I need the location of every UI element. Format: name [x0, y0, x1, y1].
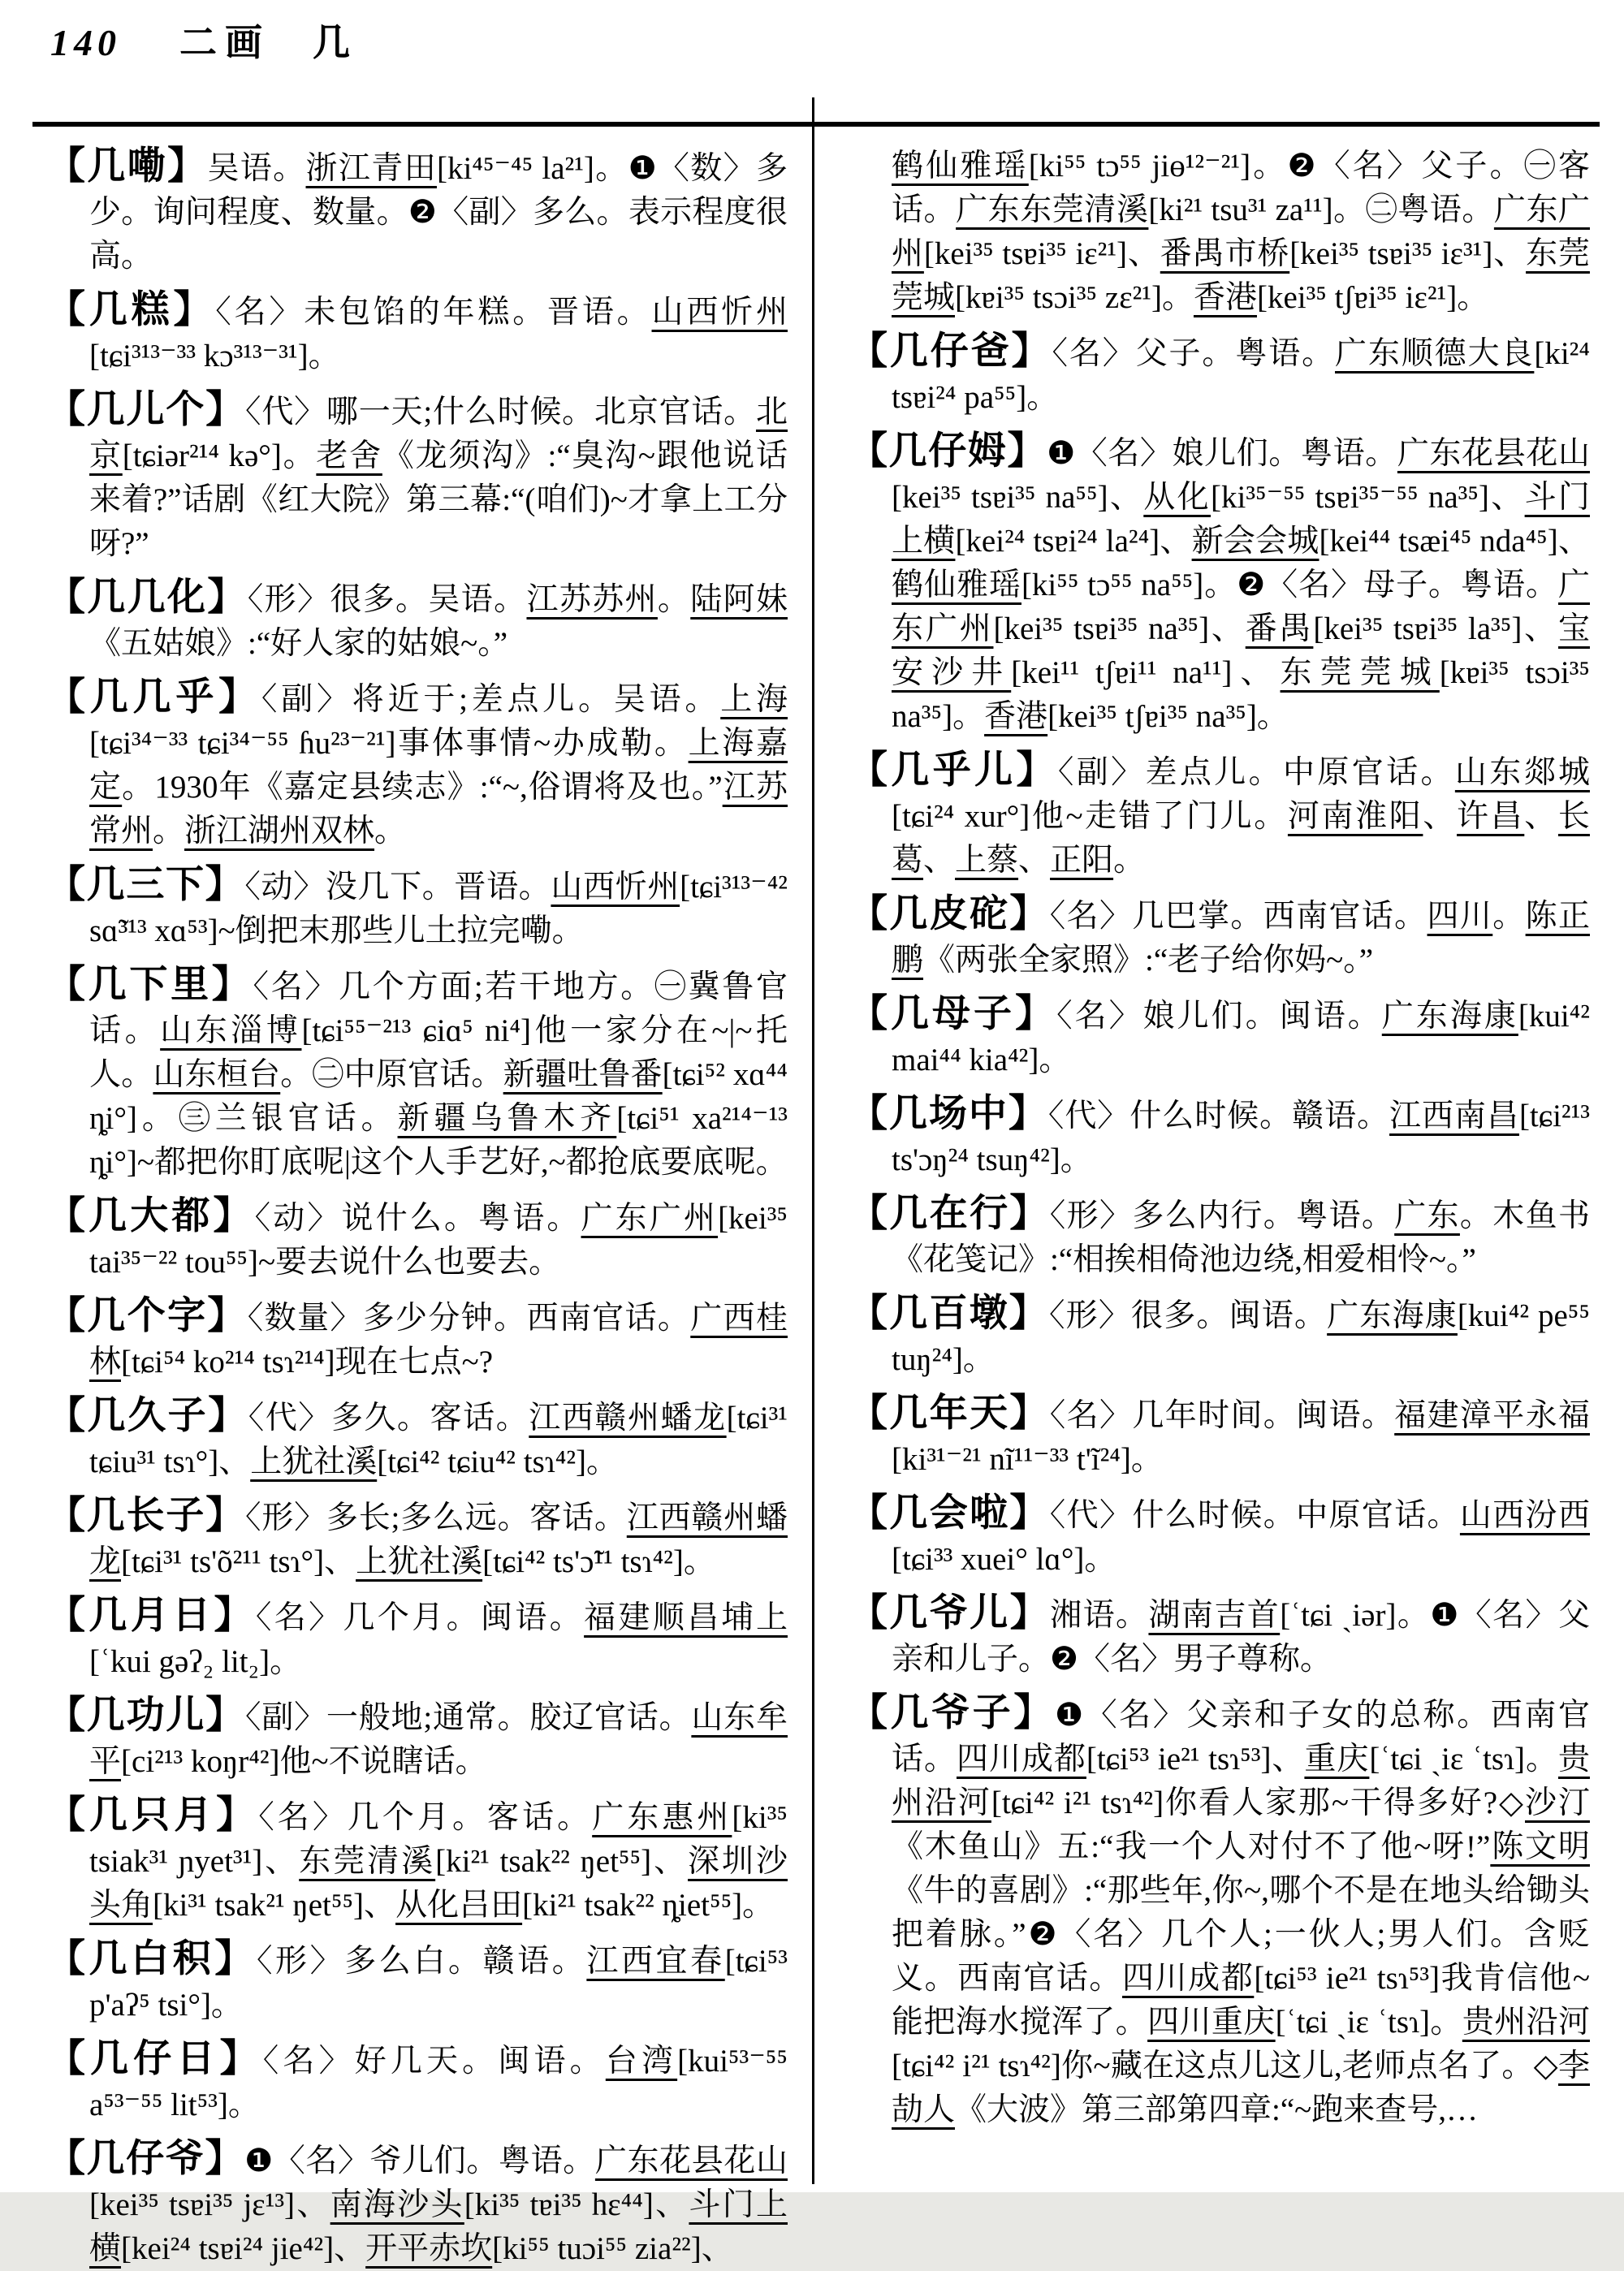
proper-noun-underlined: 山西忻州: [551, 870, 680, 905]
entry-headword: 【几仔爷】: [47, 2138, 245, 2180]
proper-noun-underlined: 陆阿妹: [690, 582, 788, 617]
entry-headword: 【几糕】: [47, 289, 216, 331]
entry-text: 〈代〉什么时候。中原官话。: [1049, 1498, 1460, 1533]
entry-text: [tɕi⁵⁴ ko²¹⁴ tsɿ²¹⁴]现在七点~?: [121, 1345, 494, 1379]
entry-text: [kui⁴² pe⁵⁵ tuŋ²⁴]。: [892, 1298, 1590, 1377]
proper-noun-underlined: 贵州沿河: [1462, 2005, 1590, 2040]
entry-text: [ʿtɕi ˏiɛ ʿtsɿ]。: [1369, 1742, 1558, 1777]
entry-text: [ki⁵⁵ tuɔi⁵⁵ zia²²]、: [492, 2231, 733, 2266]
proper-noun-underlined: 许昌: [1457, 799, 1525, 834]
proper-noun-underlined: 广东东莞清溪: [956, 192, 1149, 227]
entry-text: 。木鱼书《花笺记》:“相挨相倚池边绕,相爱相怜~。”: [892, 1198, 1590, 1277]
entry-text: [ki³⁵ tsiak³¹ ɲyet³¹]、: [89, 1800, 788, 1879]
entry-text: [tɕi⁵³ p'aʔ⁵ tsi°]。: [89, 1944, 788, 2023]
entry-text: [tɕi³¹³⁻³³ kɔ³¹³⁻³¹]。: [89, 339, 340, 373]
dictionary-entry: [47, 145, 788, 278]
entry-text: [tɕiər²¹⁴ kə°]。: [122, 438, 317, 473]
entry-text: 。: [153, 814, 185, 848]
entry-headword: 【几皮砣】: [849, 893, 1050, 935]
proper-noun-underlined: 山西汾西: [1459, 1498, 1590, 1533]
entry-text: 〈代〉哪一天;什么时候。北京官话。: [245, 395, 756, 430]
entry-text: 〈形〉很多。闽语。: [1048, 1298, 1328, 1333]
entry-text: [ʿtɕi ˏiɛ ʿtsɿ]。: [1275, 2005, 1462, 2040]
entry-headword: 【几功儿】: [47, 1695, 246, 1737]
entry-text: [tɕi⁴² ts'ɔ̃¹¹ tsɿ⁴²]。: [482, 1544, 715, 1579]
entry-headword: 【几嘞】: [47, 145, 208, 188]
proper-noun-underlined: 鹤仙雅瑶: [892, 149, 1029, 183]
proper-noun-underlined: 新疆乌鲁木齐: [397, 1101, 617, 1136]
entry-text: 《龙须沟》:“臭沟~跟他说话来着?”话剧《红大院》第三幕:“(咱们)~才拿上工分呀?”: [89, 438, 788, 561]
entry-text: [kei³⁵ tsɐi³⁵ iɛ³¹]、: [1289, 236, 1527, 271]
proper-noun-underlined: 重庆: [1304, 1742, 1370, 1777]
proper-noun-underlined: 福建顺昌埔上: [584, 1600, 788, 1635]
proper-noun-underlined: 河南淮阳: [1287, 799, 1423, 834]
entry-text: 吴语。: [207, 151, 306, 186]
entry-headword: 【几会啦】: [849, 1492, 1050, 1535]
dictionary-entry: [47, 1194, 788, 1284]
entry-text: 〈动〉没几下。晋语。: [244, 870, 551, 905]
proper-noun-underlined: 斗门上横: [892, 480, 1590, 559]
proper-noun-underlined: 广东海康: [1327, 1298, 1458, 1333]
entry-text: [kui⁴² mai⁴⁴ kia⁴²]。: [892, 999, 1590, 1077]
proper-noun-underlined: 北京: [89, 395, 788, 473]
entry-text: [tɕi²⁴ xur°]他~走错了门儿。: [892, 799, 1288, 834]
entry-text: 《五姑娘》:“好人家的姑娘~。”: [89, 626, 508, 661]
page-header: [50, 13, 350, 67]
entry-text: [ki³¹ tsak²¹ ŋet⁵⁵]、: [153, 1888, 396, 1923]
entry-text: [ki⁴⁵⁻⁴⁵ la²¹]。❶〈数〉多少。询问程度、数量。❷〈副〉多么。表示程度很高。: [89, 151, 788, 274]
dictionary-entry: [47, 963, 788, 1185]
entry-text: 〈形〉多长;多么远。客话。: [245, 1500, 627, 1535]
dictionary-entry: [849, 330, 1590, 420]
proper-noun-underlined: 上海: [720, 682, 788, 717]
proper-noun-underlined: 浙江湖州双林: [184, 814, 375, 848]
entry-text: [tɕi³¹ tɕiu³¹ tsɿ°]、: [89, 1401, 788, 1479]
entry-text: [kei³⁵ tsɐi³⁵ iɛ²¹]、: [923, 236, 1160, 271]
proper-noun-underlined: 四川成都: [956, 1742, 1086, 1777]
proper-noun-underlined: 李劼人: [892, 2049, 1590, 2127]
proper-noun-underlined: 上海嘉定: [89, 726, 788, 805]
entry-headword: 【几百墩】: [849, 1293, 1049, 1335]
entry-text: 《两张全家照》:“老子给你妈~。”: [923, 943, 1374, 978]
proper-noun-underlined: 上犹社溪: [250, 1444, 378, 1479]
page-number: 140: [50, 22, 121, 63]
entry-headword: 【几只月】: [47, 1794, 259, 1837]
proper-noun-underlined: 福建漳平永福: [1394, 1398, 1590, 1433]
entry-headword: 【几仔爸】: [849, 330, 1052, 373]
dictionary-entry: [47, 1794, 788, 1928]
entry-text: [kɐi³⁵ tsɔi³⁵ na³⁵]。: [892, 655, 1590, 734]
stroke-section-title: 二画: [179, 22, 270, 63]
dictionary-entry: [849, 992, 1590, 1082]
entry-text: [tɕi⁵³ ie²¹ tsɿ⁵³]我肯信他~能把海水搅浑了。: [892, 1961, 1590, 2040]
proper-noun-underlined: 从化: [1143, 480, 1211, 515]
dictionary-entry: [849, 1492, 1590, 1582]
proper-noun-underlined: 番禺市桥: [1160, 236, 1290, 271]
entry-text: 、: [1524, 799, 1558, 834]
entry-text: [kei¹¹ tʃɐi¹¹ na¹¹]、: [1011, 655, 1281, 690]
dictionary-entry: [47, 1494, 788, 1584]
dictionary-entry: [47, 2137, 788, 2271]
entry-text: 〈动〉说什么。粤语。: [254, 1201, 581, 1236]
proper-noun-underlined: 江苏常州: [89, 770, 788, 848]
entry-text: 《大波》第三部第四章:“~跑来查号,…: [955, 2092, 1479, 2127]
entry-text: [tɕi⁵² xɑ⁴⁴ ȵi°]。㊂兰银官话。: [89, 1057, 788, 1136]
entry-text: [kui⁵³⁻⁵⁵ a⁵³⁻⁵⁵ lit⁵³]。: [89, 2044, 788, 2122]
proper-noun-underlined: 江苏苏州: [526, 582, 658, 617]
dictionary-entry: [849, 1192, 1590, 1282]
entry-text: [ki⁵⁵ tɔ⁵⁵ na⁵⁵]。❷〈名〉母子。粤语。: [1021, 568, 1558, 602]
entry-text: 〈代〉多久。客话。: [248, 1401, 529, 1436]
entry-text: [kei³⁵ tsɐi³⁵ jɛ¹³]、: [89, 2187, 330, 2222]
entry-text: [tɕi³⁴⁻³³ tɕi³⁴⁻⁵⁵ ɦu²³⁻²¹]事体事情~办成勒。: [89, 726, 689, 761]
entry-text: [ki²¹ tsu³¹ za¹¹]。㊁粤语。: [1148, 192, 1494, 227]
proper-noun-underlined: 开平赤坎: [365, 2231, 493, 2266]
entry-headword: 【几仔姆】: [849, 430, 1047, 473]
dictionary-entry: [849, 1292, 1590, 1382]
entry-text: [kei³⁵ tsɐi³⁵ na³⁵]、: [993, 611, 1246, 646]
dictionary-entry: [47, 288, 788, 378]
proper-noun-underlined: 东莞莞城: [1280, 655, 1440, 690]
entry-headword: 【几场中】: [849, 1093, 1048, 1135]
entry-text: [kei⁴⁴ tsæi⁴⁵ nda⁴⁵]、: [1319, 524, 1590, 559]
entry-headword: 【几母子】: [849, 993, 1057, 1035]
proper-noun-underlined: 沙汀: [1525, 1785, 1590, 1820]
entry-text: 。: [657, 582, 691, 617]
entry-text: [ʿtɕi ˏiər]。❶〈名〉父亲和儿子。❷〈名〉男子尊称。: [892, 1598, 1590, 1677]
dictionary-entry: [47, 388, 788, 566]
proper-noun-underlined: 四川重庆: [1147, 2005, 1276, 2040]
entry-headword: 【几在行】: [849, 1193, 1050, 1235]
entry-headword: 【几仔日】: [47, 2038, 263, 2080]
dictionary-entry: [47, 1694, 788, 1784]
entry-text: [tɕi⁵¹ xa²¹⁴⁻¹³ ȵi°]~都把你盯底呢|这个人手艺好,~都抢底要底呢。: [89, 1101, 788, 1180]
proper-noun-underlined: 南海沙头: [330, 2187, 464, 2222]
entry-text: [tɕi³¹ ts'õ²¹¹ tsɿ°]、: [121, 1544, 356, 1579]
header-rule: [32, 122, 1600, 127]
proper-noun-underlined: 东莞清溪: [299, 1844, 436, 1879]
entry-text: 〈数量〉多少分钟。西南官话。: [247, 1301, 691, 1336]
entry-text: 〈名〉几年时间。闽语。: [1049, 1398, 1395, 1433]
entry-text: [ki²⁴ tsɐi²⁴ pa⁵⁵]。: [892, 336, 1590, 415]
entry-text: 。㊁中原官话。: [280, 1057, 503, 1092]
entry-text: [kei²⁴ tsɐi²⁴ jie⁴²]、: [121, 2231, 366, 2266]
entry-text: ❶〈名〉父亲和子女的总称。西南官话。: [892, 1698, 1591, 1777]
entry-headword: 【几久子】: [47, 1395, 248, 1437]
dictionary-entry: [849, 1092, 1590, 1182]
entry-text: 〈名〉娘儿们。闽语。: [1056, 999, 1382, 1034]
entry-headword: 【几几乎】: [47, 676, 261, 719]
proper-noun-underlined: 宝安沙井: [892, 611, 1590, 690]
entry-text: 〈名〉父子。粤语。: [1052, 336, 1335, 371]
proper-noun-underlined: 东莞莞城: [892, 236, 1590, 315]
proper-noun-underlined: 番禺: [1245, 611, 1314, 646]
proper-noun-underlined: 广东广州: [892, 192, 1590, 271]
entry-headword: 【几三下】: [47, 864, 245, 906]
entry-text: 〈名〉几巴掌。西南官话。: [1049, 899, 1427, 934]
entry-text: [ʿkui gəʔ₂ lit₂]。: [89, 1644, 302, 1679]
proper-noun-underlined: 香港: [984, 699, 1048, 734]
dictionary-entry: [47, 676, 788, 853]
proper-noun-underlined: 江西南昌: [1389, 1099, 1519, 1133]
entry-text: 〈副〉差点儿。中原官话。: [1057, 755, 1455, 790]
entry-text: [kei³⁵ tsɐi³⁵ na⁵⁵]、: [892, 480, 1144, 515]
dictionary-entry: [47, 1937, 788, 2027]
dictionary-entry: [849, 430, 1590, 739]
proper-noun-underlined: 新疆吐鲁番: [503, 1057, 663, 1092]
entry-text: [ki²¹ tsak²² ȵiet⁵⁵]。: [522, 1888, 775, 1923]
entry-headword: 【几大都】: [47, 1195, 255, 1237]
proper-noun-underlined: 香港: [1193, 280, 1257, 315]
entry-text: 《木鱼山》五:“我一个人对付不了他~呀!”: [892, 1829, 1491, 1864]
proper-noun-underlined: 山东郯城: [1454, 755, 1590, 790]
entry-text: 〈名〉几个月。闽语。: [255, 1600, 585, 1635]
entries-column-right: [849, 145, 1590, 2132]
entry-text: 。: [1113, 843, 1146, 878]
entry-text: [kɐi³⁵ tsɔi³⁵ zɛ²¹]。: [955, 280, 1194, 315]
proper-noun-underlined: 老舍: [316, 438, 382, 473]
proper-noun-underlined: 广东广州: [892, 568, 1590, 646]
entry-text: 、: [1018, 843, 1051, 878]
dictionary-entry: [47, 2037, 788, 2127]
proper-noun-underlined: 广东花县花山: [594, 2144, 788, 2178]
dictionary-entry: [47, 576, 788, 666]
entry-text: 、: [923, 843, 956, 878]
entry-text: 。: [1492, 899, 1526, 934]
dictionary-entry: [47, 1394, 788, 1484]
dictionary-entry: [849, 749, 1590, 883]
entry-text: [ci²¹³ koŋr⁴²]他~不说瞎话。: [121, 1744, 487, 1779]
entry-text: [tɕi²¹³ ts'ɔŋ²⁴ tsuŋ⁴²]。: [892, 1099, 1590, 1177]
entry-text: 、: [1423, 799, 1458, 834]
entry-text: 〈形〉多么白。赣语。: [256, 1944, 587, 1979]
proper-noun-underlined: 台湾: [605, 2044, 678, 2079]
proper-noun-underlined: 贵州沿河: [892, 1742, 1590, 1820]
entry-text: 〈副〉一般地;通常。胶辽官话。: [245, 1700, 692, 1735]
entry-headword: 【几长子】: [47, 1495, 246, 1537]
proper-noun-underlined: 江西赣州蟠龙: [529, 1401, 727, 1436]
entry-text: [tɕi⁵³ ie²¹ tsɿ⁵³]、: [1086, 1742, 1305, 1777]
entries-column-left: [47, 145, 788, 2271]
proper-noun-underlined: 山东牟平: [89, 1700, 788, 1779]
column-divider-rule: [812, 97, 814, 2184]
entry-headword: 【几个字】: [47, 1295, 248, 1337]
entry-text: [tɕi⁴² i²¹ tsɿ⁴²]你看人家那~干得多好?◇: [991, 1785, 1525, 1820]
proper-noun-underlined: 浙江青田: [305, 151, 437, 186]
entry-headword: 【几儿个】: [47, 389, 246, 431]
proper-noun-underlined: 江西宜春: [586, 1944, 725, 1979]
entry-text: [tɕi³¹³⁻⁴² sɑ̃³¹³ xɑ⁵³]~倒把末那些儿土拉完嘞。: [89, 870, 788, 948]
proper-noun-underlined: 山东淄博: [160, 1013, 302, 1048]
entry-headword: 【几爷儿】: [849, 1592, 1051, 1634]
entry-text: [kei³⁵ tai³⁵⁻²² tou⁵⁵]~要去说什么也要去。: [89, 1201, 788, 1280]
dictionary-entry: [849, 1591, 1590, 1682]
entry-text: [ki³¹⁻²¹ nĩ¹¹⁻³³ t'ĩ²⁴]。: [892, 1442, 1163, 1477]
proper-noun-underlined: 山东桓台: [153, 1057, 281, 1092]
entry-text: [kei²⁴ tsɐi²⁴ la²⁴]、: [955, 524, 1192, 559]
entry-text: [tɕi⁵⁵⁻²¹³ ɕiɑ⁵ ni⁴]他一家分在~|~托人。: [89, 1013, 788, 1092]
entry-text: 〈形〉多么内行。粤语。: [1049, 1198, 1395, 1233]
entry-text: 〈代〉什么时候。赣语。: [1047, 1099, 1390, 1133]
dictionary-entry: [849, 892, 1590, 982]
entry-text: 〈名〉未包馅的年糕。晋语。: [215, 295, 652, 330]
entry-text: [ki²¹ tsak²² ŋet⁵⁵]、: [435, 1844, 689, 1879]
proper-noun-underlined: 新会会城: [1191, 524, 1320, 559]
entry-text: [tɕi³³ xuei° lɑ°]。: [892, 1542, 1116, 1577]
entry-text: 〈名〉几个月。客话。: [258, 1800, 593, 1835]
proper-noun-underlined: 广东顺德大良: [1335, 336, 1535, 371]
entry-text: [ki⁵⁵ tɔ⁵⁵ jiɵ¹²⁻²¹]。❷〈名〉父子。㊀客话。: [892, 149, 1590, 227]
proper-noun-underlined: 深圳沙头角: [89, 1844, 788, 1923]
entry-text: [tɕi⁴² tɕiu⁴² tsɿ⁴²]。: [377, 1444, 619, 1479]
entry-text: ❶〈名〉爷儿们。粤语。: [244, 2144, 595, 2178]
entry-headword: 【几下里】: [47, 964, 253, 1006]
entry-text: ❶〈名〉娘儿们。粤语。: [1047, 436, 1397, 471]
entry-text: 。: [374, 814, 407, 848]
proper-noun-underlined: 上蔡: [955, 843, 1019, 878]
proper-noun-underlined: 四川: [1427, 899, 1493, 934]
entry-text: 〈副〉将近于;差点儿。吴语。: [261, 682, 721, 717]
dictionary-entry: [47, 1294, 788, 1384]
proper-noun-underlined: 广东海康: [1381, 999, 1518, 1034]
proper-noun-underlined: 广东: [1394, 1198, 1460, 1233]
dictionary-entry: [849, 1392, 1590, 1482]
entry-text: [kei³⁵ tsɐi³⁵ la³⁵]、: [1313, 611, 1558, 646]
entry-headword: 【几乎儿】: [849, 749, 1058, 792]
proper-noun-underlined: 斗门上横: [89, 2187, 788, 2266]
entry-text: [kei³⁵ tʃɐi³⁵ na³⁵]。: [1047, 699, 1289, 734]
proper-noun-underlined: 上犹社溪: [356, 1544, 483, 1579]
dictionary-entry: [47, 1594, 788, 1684]
entry-text: [kei³⁵ tʃɐi³⁵ iɛ²¹]。: [1256, 280, 1489, 315]
proper-noun-underlined: 山西忻州: [651, 295, 788, 330]
proper-noun-underlined: 四川成都: [1122, 1961, 1255, 1996]
proper-noun-underlined: 广东广州: [581, 1201, 719, 1236]
proper-noun-underlined: 广东花县花山: [1397, 436, 1590, 471]
entry-text: 〈形〉很多。吴语。: [247, 582, 527, 617]
proper-noun-underlined: 正阳: [1050, 843, 1114, 878]
proper-noun-underlined: 江西赣州蟠龙: [89, 1500, 788, 1579]
entry-text: 。1930年《嘉定县续志》:“~,俗谓将及也。”: [122, 770, 723, 805]
proper-noun-underlined: 广东惠州: [592, 1800, 732, 1835]
radical-character: 几: [313, 22, 350, 63]
proper-noun-underlined: 湖南吉首: [1148, 1598, 1281, 1633]
proper-noun-underlined: 从化吕田: [395, 1888, 523, 1923]
dictionary-entry-continuation: [849, 145, 1590, 320]
entry-text: [tɕi⁴² i²¹ tsɿ⁴²]你~藏在这点儿这儿,老师点名了。◇: [892, 2049, 1558, 2083]
entry-text: 〈名〉几个方面;若干地方。㊀冀鲁官话。: [89, 969, 788, 1048]
entry-text: [ki³⁵⁻⁵⁵ tsɐi³⁵⁻⁵⁵ na³⁵]、: [1211, 480, 1525, 515]
proper-noun-underlined: 广西桂林: [89, 1301, 788, 1379]
proper-noun-underlined: 陈文明: [1490, 1829, 1590, 1864]
entry-text: 〈名〉好几天。闽语。: [262, 2044, 606, 2079]
entry-headword: 【几爷子】: [849, 1692, 1056, 1734]
entry-text: 《牛的喜剧》:“那些年,你~,哪个不是在地头给锄头把着脉。”❷〈名〉几个人;一伙人;男人们。含贬义。西南官话。: [892, 1873, 1590, 1996]
proper-noun-underlined: 鹤仙雅瑶: [892, 568, 1021, 602]
entry-headword: 【几年天】: [849, 1392, 1050, 1435]
entry-headword: 【几几化】: [47, 576, 248, 619]
proper-noun-underlined: 长葛: [892, 799, 1590, 878]
entry-headword: 【几白积】: [47, 1938, 257, 1980]
entry-text: [ki³⁵ tɐi³⁵ hɛ⁴⁴]、: [464, 2187, 689, 2222]
entry-text: 湘语。: [1050, 1598, 1149, 1633]
proper-noun-underlined: 陈正鹏: [892, 899, 1590, 978]
entry-headword: 【几月日】: [47, 1595, 256, 1637]
dictionary-entry: [849, 1691, 1590, 2132]
dictionary-entry: [47, 863, 788, 953]
